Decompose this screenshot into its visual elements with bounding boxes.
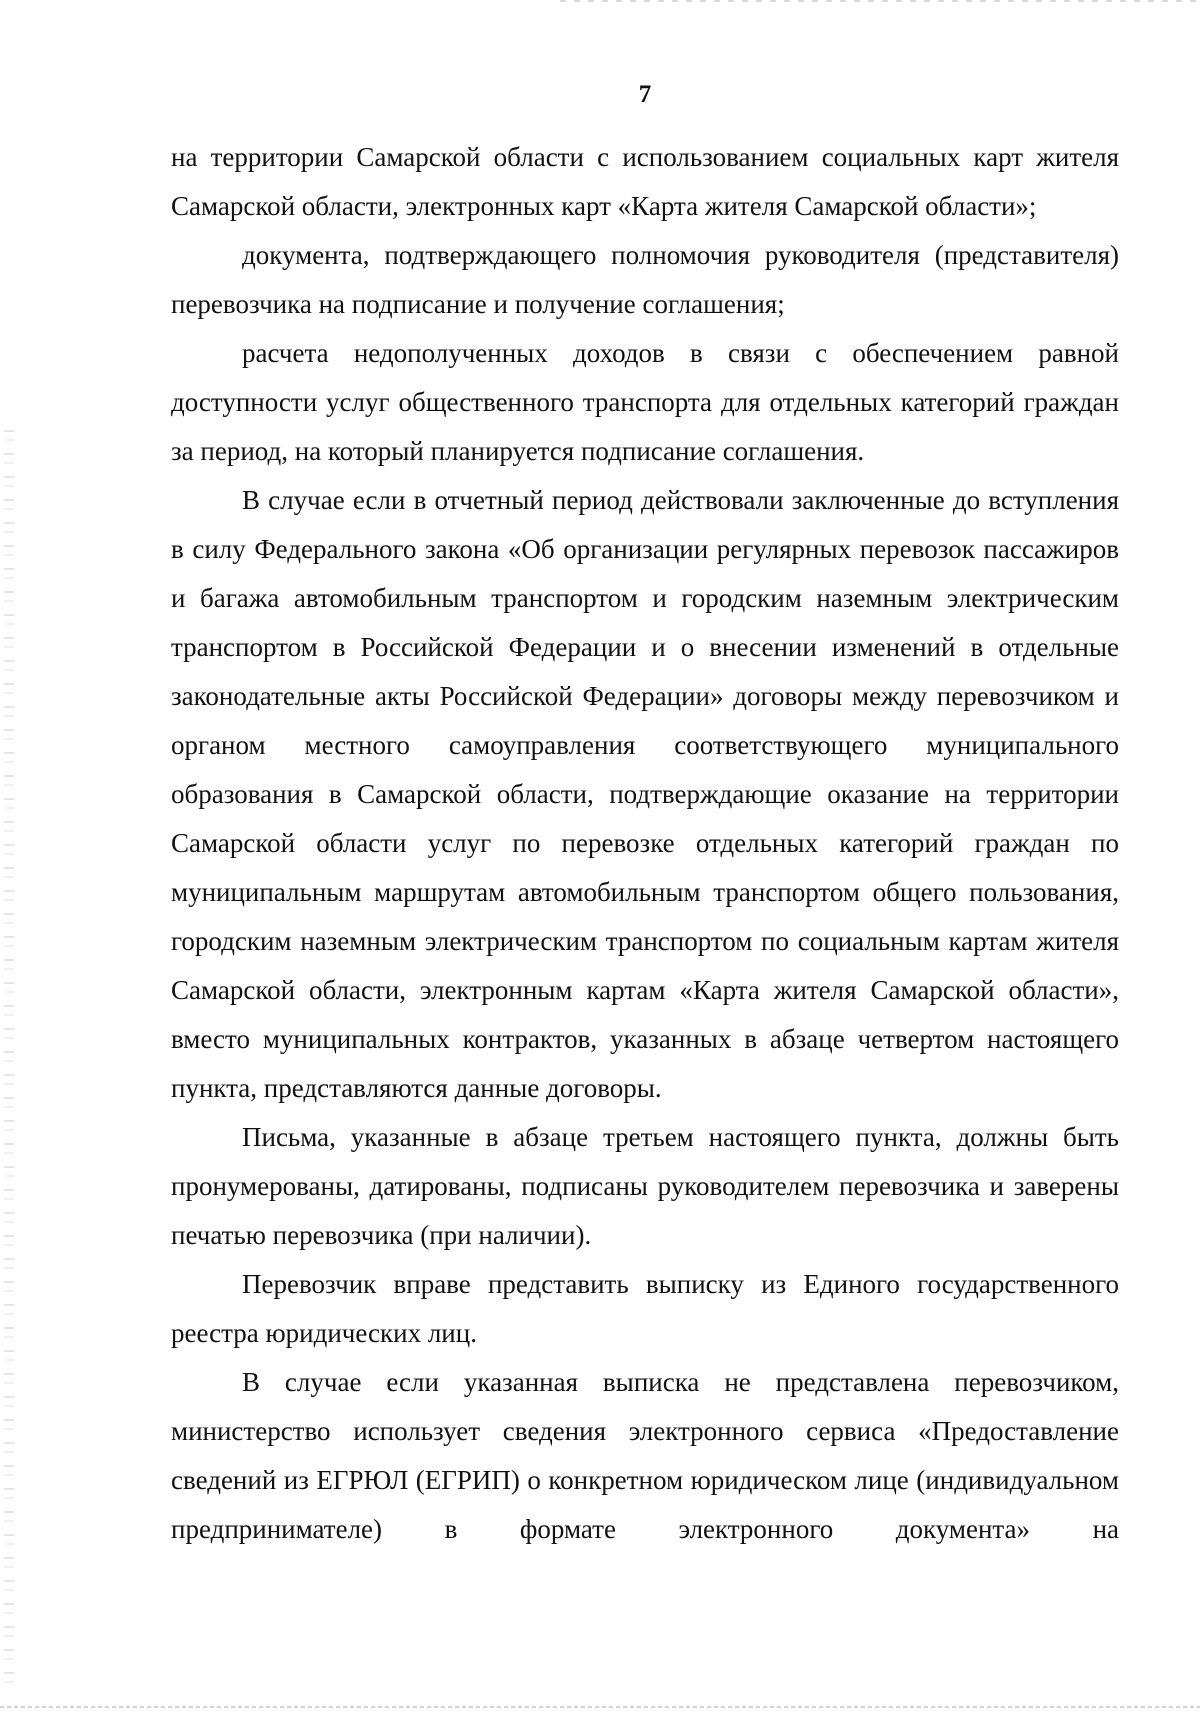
paragraph-1: на территории Самарской области с использованием социальных карт жителя Самарской области, электронных карт «Карта жителя Самарской области»; [171, 142, 1119, 221]
scan-edge-left [4, 430, 14, 1690]
paragraph-6: Перевозчик вправе представить выписку из Единого государственного реестра юридических лиц. [171, 1269, 1119, 1348]
scan-edge-top [560, 0, 1200, 2]
paragraph-5: Письма, указанные в абзаце третьем настоящего пункта, должны быть пронумерованы, датированы, подписаны руководителем перевозчика и заверены печатью перевозчика (при наличии). [171, 1122, 1119, 1250]
paragraph-2: документа, подтверждающего полномочия руководителя (представителя) перевозчика на подписание и получение соглашения; [171, 240, 1119, 319]
paragraph-4: В случае если в отчетный период действовали заключенные до вступления в силу Федерального закона «Об организации регулярных перевозок пассажиров и багажа автомобильным транспортом и городским наземным электрическим транспортом в Российской Федерации и о внесении изменений в отдельные законодательные акты Российской Федерации» договоры между перевозчиком и органом местного самоуправления соответствующего муниципального образования в Самарской области, подтверждающие оказание на территории Самарской области услуг по перевозке отдельных категорий граждан по муниципальным маршрутам автомобильным транспортом общего пользования, городским наземным электрическим транспортом по социальным картам жителя Самарской области, электронным картам «Карта жителя Самарской области», вместо муниципальных контрактов, указанных в абзаце четвертом настоящего пункта, представляются данные договоры. [171, 485, 1119, 1103]
page-number: 7 [638, 81, 652, 108]
paragraph-7: В случае если указанная выписка не представлена перевозчиком, министерство использует сведения электронного сервиса «Предоставление сведений из ЕГРЮЛ (ЕГРИП) о конкретном юридическом лице (индивидуальном предпринимателе) в формате электронного документа» на [171, 1367, 1119, 1544]
document-body [171, 133, 1119, 1554]
paragraph-3: расчета недополученных доходов в связи с обеспечением равной доступности услуг общественного транспорта для отдельных категорий граждан за период, на который планируется подписание соглашения. [171, 338, 1119, 466]
scan-edge-bottom [0, 1706, 1200, 1708]
